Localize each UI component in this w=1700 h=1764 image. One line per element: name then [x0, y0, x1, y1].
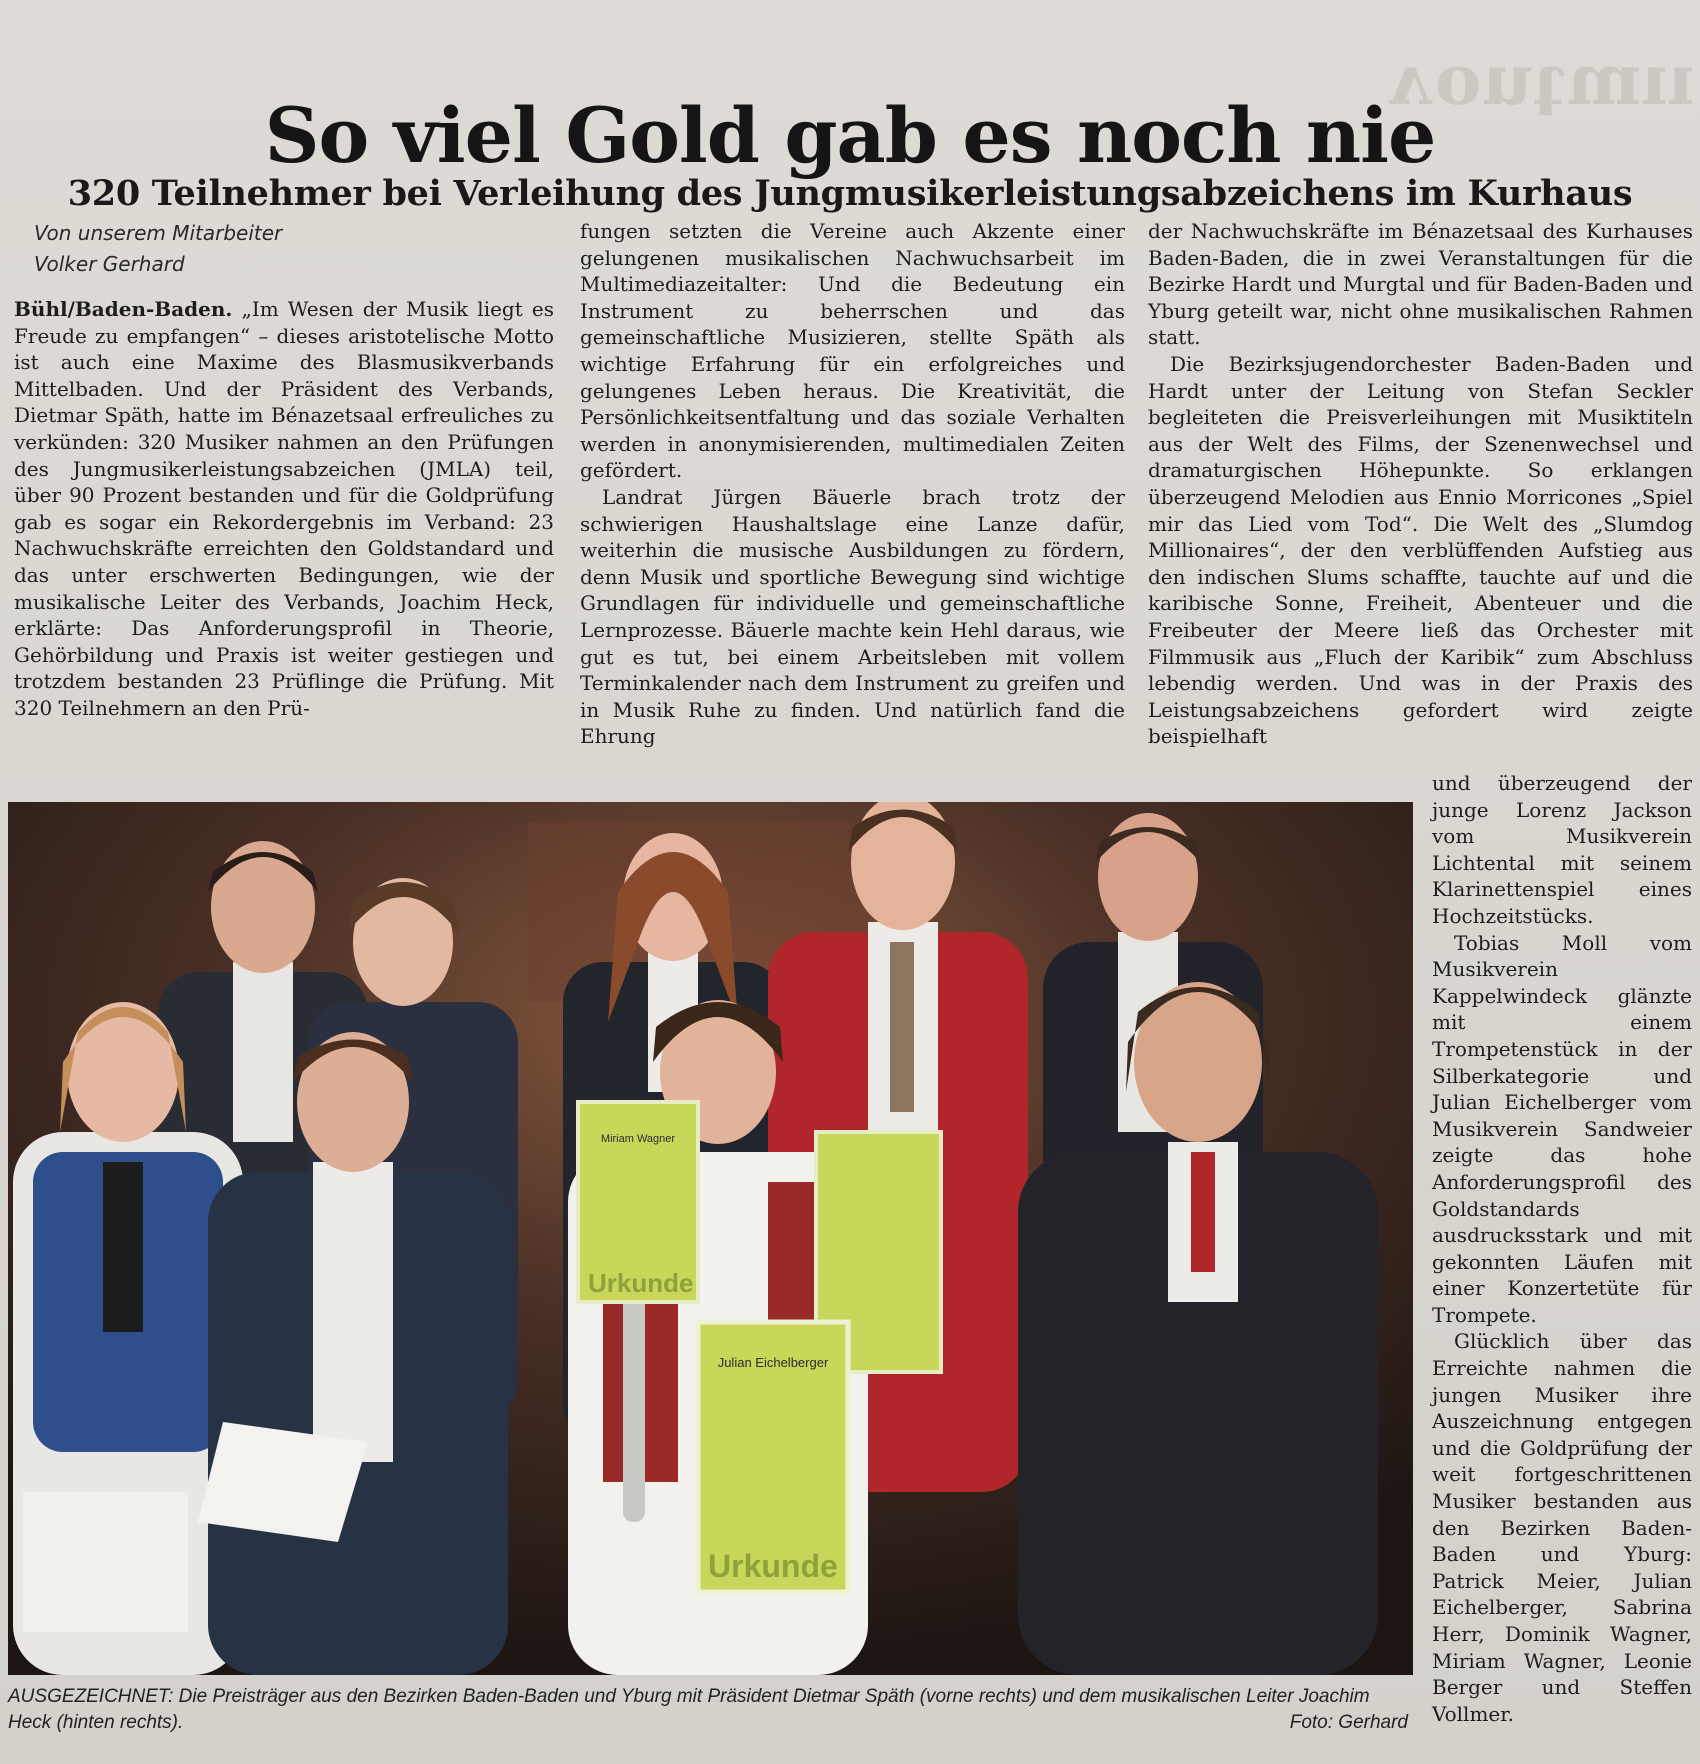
photo-caption: AUSGEZEICHNET: Die Preisträger aus den Bezirken Baden-Baden und Yburg mit Präsident Dietmar Späth (vorne rechts) und dem musikalischen Leiter Joachim Heck (hinten rechts). — [8, 1686, 1370, 1733]
article-column-1 — [14, 296, 554, 722]
photo-credit: Foto: Gerhard — [1289, 1712, 1408, 1733]
group-photo-illustration — [8, 802, 1413, 1675]
article-column-4 — [1432, 770, 1692, 1727]
byline-author: Volker Gerhard — [34, 252, 185, 276]
paragraph: Die Bezirksjugendorchester Baden-Baden und Hardt unter der Leitung von Stefan Seckler begleiteten die Preisverleihungen mit Musiktiteln aus der Welt des Films, der Szenenwechsel und dramaturgischen Höhepunkte. So erklangen überzeugend Melodien aus Ennio Morricones „Spiel mir das Lied vom Tod“. Die Welt des „Slumdog Millionaires“, der den verblüffenden Aufstieg aus den indischen Slums schaffte, tauchte auf und die karibische Sonne, Freiheit, Abenteuer und die Freibeuter der Meere ließ das Orchester mit Filmmusik aus „Fluch der Karibik“ zum Abschluss lebendig werden. Und was in der Praxis des Leistungsabzeichens gefordert wird zeigte beispielhaft — [1148, 351, 1693, 749]
subheadline: 320 Teilnehmer bei Verleihung des Jungmusikerleistungsabzeichens im Kurhaus — [67, 173, 1633, 215]
paragraph: der Nachwuchskräfte im Bénazetsaal des Kurhauses Baden-Baden, die in zwei Veranstaltungen für die Bezirke Hardt und Murgtal und für Baden-Baden und Yburg geteilt war, nicht ohne musikalischen Rahmen statt. — [1148, 219, 1693, 350]
group-photo — [8, 802, 1413, 1675]
headline: So viel Gold gab es noch nie — [264, 90, 1436, 180]
paragraph: fungen setzten die Vereine auch Akzente einer gelungenen musikalischen Nachwuchsarbeit im Multimediazeitalter: Und die Bedeutung ein Instrument zu beherrschen und das gemeinschaftliche Musizieren, stellte Späth als wichtige Erfahrung für ein erfolgreiches und gelungenes Leben heraus. Die Kreativität, die Persönlichkeitsentfaltung und das soziale Verhalten werden in anonymisierenden, multimedialen Zeiten gefördert. — [580, 219, 1125, 483]
paragraph: Glücklich über das Erreichte nahmen die jungen Musiker ihre Auszeichnung entgegen und die Goldprüfung der weit fortgeschrittenen Musiker bestanden aus den Bezirken Baden-Baden und Yburg: Patrick Meier, Julian Eichelberger, Sabrina Herr, Dominik Wagner, Miriam Wagner, Leonie Berger und Steffen Vollmer. — [1432, 1329, 1692, 1726]
certificate — [698, 1322, 848, 1592]
byline — [34, 218, 282, 280]
byline-role: Von unserem Mitarbeiter — [34, 221, 283, 245]
paper-sheet — [198, 1422, 368, 1542]
paragraph: Tobias Moll vom Musikverein Kappelwindeck glänzte mit einem Trompetenstück in der Silberkategorie und Julian Eichelberger vom Musikverein Sandweier zeigte das hohe Anforderungsprofil des Goldstandards ausdrucksstark und mit gekonnten Läufen mit einer Konzertetüte für Trompete. — [1432, 930, 1692, 1327]
certificate-title: Urkunde — [708, 1548, 838, 1584]
paragraph: Landrat Jürgen Bäuerle brach trotz der schwierigen Haushaltslage eine Lanze dafür, weiterhin die musische Ausbildungen zu fördern, denn Musik und sportliche Bewegung sind wichtige Grundlagen für individuelle und gemeinschaftliche Lernprozesse. Bäuerle machte kein Hehl daraus, wie gut es tut, bei einem Arbeitsleben mit vollem Terminkalender nach dem Instrument zu greifen und in Musik Ruhe zu finden. Und natürlich fand die Ehrung — [580, 484, 1125, 749]
paragraph: und überzeugend der junge Lorenz Jackson vom Musikverein Lichtental mit seinem Klarinettenspiel eines Hochzeitstücks. — [1432, 771, 1692, 928]
paragraph-text: „Im Wesen der Musik liegt es Freude zu empfangen“ – dieses aristotelische Motto ist auch eine Maxime des Blasmusikverbands Mittelbaden. Und der Präsident des Verbands, Dietmar Späth, hatte im Bénazetsaal erfreuliches zu verkünden: 320 Musiker nahmen an den Prüfungen des Jungmusikerleistungsabzeichen (JMLA) teil, über 90 Prozent bestanden und für die Goldprüfung gab es sogar ein Rekordergebnis im Verband: 23 Nachwuchskräfte erreichten den Goldstandard und das unter erschwerten Bedingungen, wie der musikalische Leiter des Verbands, Joachim Heck, erklärte: Das Anforderungsprofil in Theorie, Gehörbildung und Praxis ist weiter gestiegen und trotzdem bestanden 23 Prüflinge die Prüfung. Mit 320 Teilnehmern an den Prü- — [14, 297, 554, 720]
article-column-2 — [580, 218, 1125, 750]
certificate-name: Miriam Wagner — [600, 1133, 676, 1145]
paragraph — [14, 296, 554, 722]
paper-sheet — [23, 1492, 188, 1632]
certificate-title: Urkunde — [588, 1268, 694, 1298]
dateline: Bühl/Baden-Baden. — [14, 297, 233, 321]
article-column-3 — [1148, 218, 1693, 750]
bleed-through-text: ıımʇuoʌ — [1389, 38, 1694, 121]
certificate — [578, 1102, 698, 1302]
certificate-name: Julian Eichelberger — [717, 1355, 829, 1370]
